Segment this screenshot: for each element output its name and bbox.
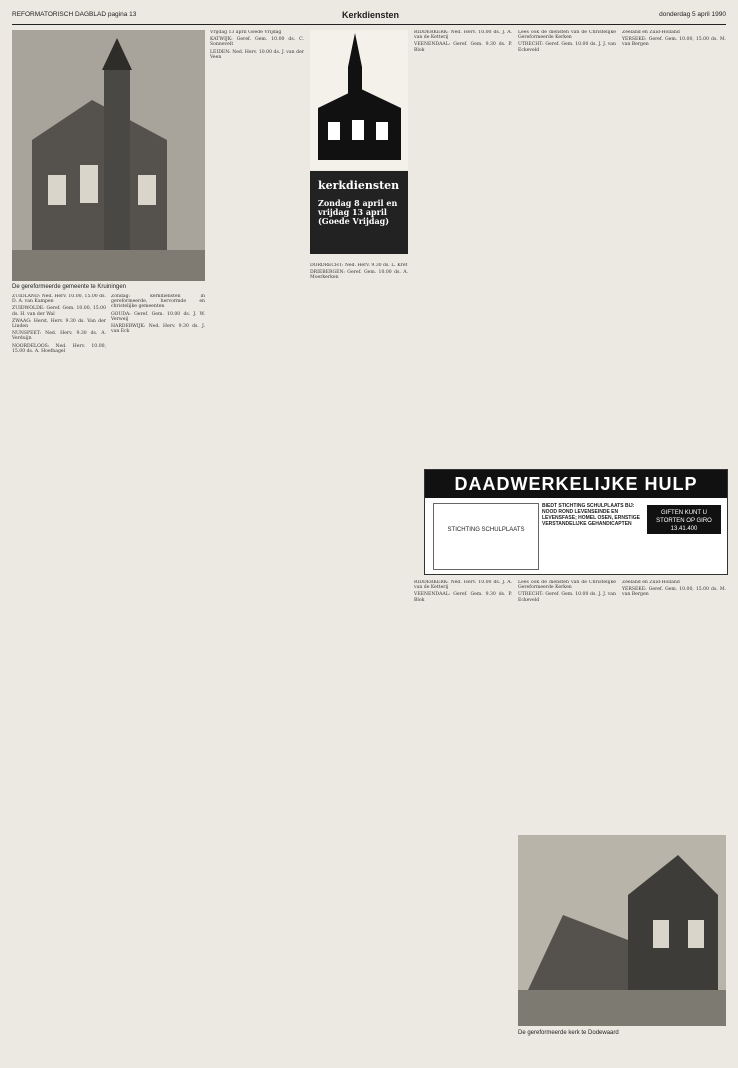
kerkdiensten-panel [310, 171, 408, 254]
page-date: donderdag 5 april 1990 [659, 11, 726, 18]
church-drawing [310, 30, 408, 170]
advertisement [424, 469, 728, 575]
church-sketch-icon [310, 30, 408, 170]
column-1: ZUIDLAND: Ned. Herv. 10.00, 15.00 ds. D. A. van Kampen ZUIDWOLDE: Geref. Gem. 10.00, 15.00 ds. H. van der Wal ZWAAG: Herst. Herv. 9.30 ds. Van der Linden NUNSPEET: Ned. Herv. 9.30 ds. A. Verduijn NOORDELOOS: Ned. Herv. 10.00, 15.00 ds. A. Hoefnagel [12, 294, 106, 354]
lower-column-c: Zeeland en Zuid-Holland YERSEKE: Geref. Gem. 10.00, 15.00 ds. M. van Bergen [622, 580, 726, 598]
ad-giro-box: GIFTEN KUNT U STORTEN OP GIRO 13.41.400 [647, 505, 721, 534]
church-illustration [12, 30, 205, 281]
top-photo-caption: De gereformeerde gemeente te Kruiningen [12, 284, 127, 290]
bottom-photo-caption: De gereformeerde kerk te Dodewaard [518, 1030, 619, 1036]
page-header [12, 6, 726, 24]
ad-logo [433, 503, 539, 570]
lower-column-b: Lees ook de diensten van de Christelijke Gereformeerde Kerken UTRECHT: Geref. Gem. 10.00 ds. J. J. van Eckeveld [518, 580, 616, 603]
column-2: Zondag: kerkdiensten in gereformeerde, hervormde en christelijke gemeenten GOUDA: Geref. Gem. 10.00 ds. J. W. Verweij HARDERWIJK: Ned. Herv. 9.30 ds. J. van Eck [111, 294, 205, 335]
column-4: DORDRECHT: Ned. Herv. 9.30 ds. L. Kret DRIEBERGEN: Geref. Gem. 10.00 ds. A. Moerkerken [310, 263, 408, 281]
ad-body: BIEDT STICHTING SCHULPLAATS BIJ: NOOD ROND LEVENSEINDE EN LEVENSFASE; HOMEL OSEN, ERNSTIGE VERSTANDELIJKE GEHANDICAPTEN [542, 503, 640, 527]
column-7: Zeeland en Zuid-Holland YERSEKE: Geref. Gem. 10.00, 15.00 ds. M. van Bergen [622, 30, 726, 48]
ad-title: DAADWERKELIJKE HULP [425, 470, 727, 498]
column-6: Lees ook de diensten van de Christelijke Gereformeerde Kerken UTRECHT: Geref. Gem. 10.00 ds. J. J. van Eckeveld [518, 30, 616, 53]
section-title: Kerkdiensten [342, 10, 400, 20]
dodewaard-church-illustration [518, 835, 726, 1026]
lower-column-a: RIDDERKERK: Ned. Herv. 10.00 ds. J. A. van de Ketterij VEENENDAAL: Geref. Gem. 9.30 ds. P. Blok [414, 580, 512, 603]
ad-logo-text: STICHTING SCHULPLAATS [447, 527, 525, 533]
kerkdiensten-title: kerkdiensten [318, 179, 400, 192]
publication-name: REFORMATORISCH DAGBLAD pagina 13 [12, 11, 137, 18]
header-rule [12, 24, 726, 25]
column-3: Vrijdag 13 april Goede Vrijdag KATWIJK: Geref. Gem. 10.00 ds. C. Sonnevelt LEIDEN: Ned. Herv. 10.00 ds. J. van der Veen [210, 30, 304, 60]
column-5: RIDDERKERK: Ned. Herv. 10.00 ds. J. A. van de Ketterij VEENENDAAL: Geref. Gem. 9.30 ds. P. Blok [414, 30, 512, 53]
kerkdiensten-subtitle: Zondag 8 april en vrijdag 13 april (Goede Vrijdag) [318, 198, 398, 226]
top-church-photo [12, 30, 205, 281]
bottom-church-photo [518, 835, 726, 1026]
